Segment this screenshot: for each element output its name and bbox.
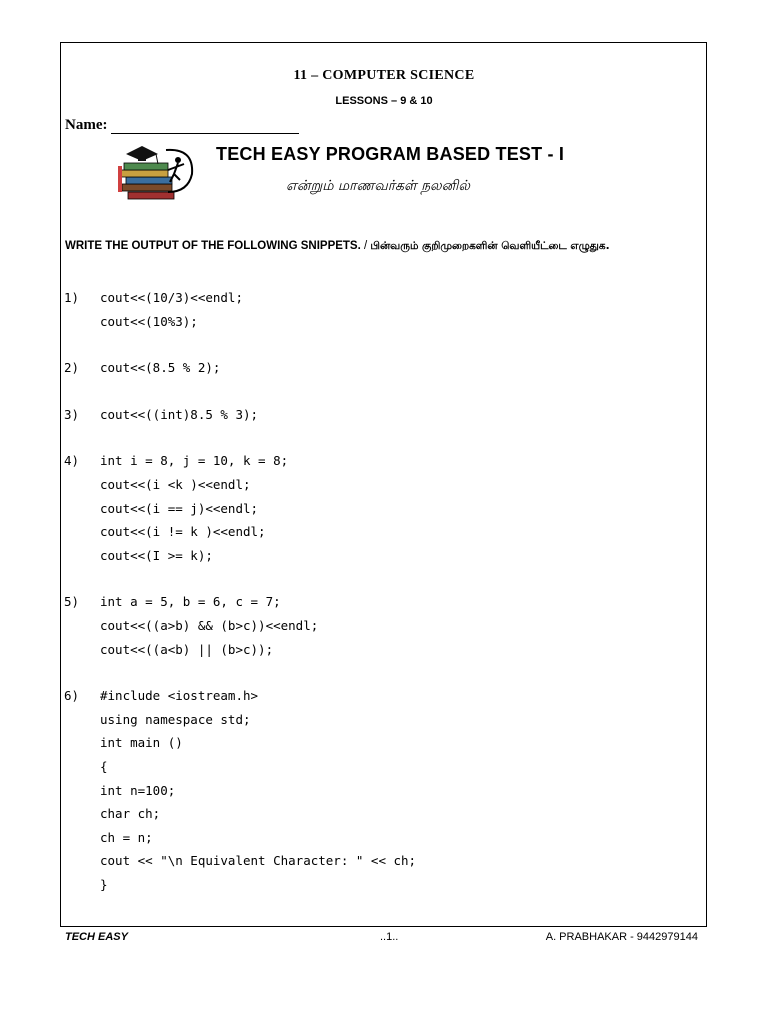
name-blank-line: [111, 119, 299, 134]
code-line: int i = 8, j = 10, k = 8;: [100, 453, 289, 469]
instruction-text: [65, 240, 610, 253]
instruction-separator: /: [360, 240, 371, 252]
lessons-label: LESSONS – 9 & 10: [335, 95, 433, 107]
question-number: 6): [64, 688, 80, 704]
question-item: [64, 286, 416, 333]
question-number: 5): [64, 594, 80, 610]
code-line: cout<<(8.5 % 2);: [100, 360, 221, 376]
code-line: cout<<(i != k )<<endl;: [100, 524, 266, 540]
code-line: {: [100, 758, 108, 774]
question-number: 3): [64, 406, 80, 422]
question-number: 1): [64, 290, 80, 305]
instruction-english: WRITE THE OUTPUT OF THE FOLLOWING SNIPPETS.: [65, 240, 361, 252]
code-line: cout<<(I >= k);: [100, 547, 213, 563]
tamil-subtitle: என்றும் மாணவர்கள் நலனில்: [286, 178, 471, 194]
code-line: cout << "\n Equivalent Character: " << ch;: [100, 853, 417, 869]
course-title: 11 – COMPUTER SCIENCE: [293, 68, 475, 83]
code-line: cout<<((int)8.5 % 3);: [100, 406, 259, 422]
code-line: cout<<(i <k )<<endl;: [100, 476, 251, 492]
code-line: cout<<(10%3);: [100, 313, 198, 329]
code-snippet: [100, 356, 220, 380]
footer-brand: TECH EASY: [65, 931, 128, 943]
code-line: cout<<(10/3)<<endl;: [100, 290, 243, 305]
question-item: [64, 403, 416, 427]
question-list: [64, 286, 416, 919]
code-line: cout<<((a<b) || (b>c));: [100, 641, 274, 657]
page-footer: [0, 931, 768, 947]
name-label: Name:: [65, 117, 108, 133]
code-snippet: [100, 286, 243, 333]
page-number: ..1..: [380, 931, 399, 943]
code-line: ch = n;: [100, 829, 153, 845]
code-line: using namespace std;: [100, 711, 251, 727]
code-snippet: [100, 449, 288, 567]
code-line: char ch;: [100, 806, 161, 822]
instruction-tamil: பின்வரும் குறிமுறைகளின் வெளியீட்டை எழுதுக.: [370, 240, 610, 252]
question-item: [64, 449, 416, 567]
question-item: [64, 684, 416, 896]
question-number: 2): [64, 360, 80, 376]
question-item: [64, 590, 416, 661]
code-snippet: [100, 590, 318, 661]
code-snippet: [100, 684, 416, 896]
question-number: 4): [64, 453, 80, 469]
code-line: int main (): [100, 735, 183, 751]
footer-author: A. PRABHAKAR - 9442979144: [545, 931, 698, 943]
code-snippet: [100, 403, 258, 427]
name-field: [65, 117, 299, 134]
question-item: [64, 356, 416, 380]
code-line: #include <iostream.h>: [100, 688, 259, 704]
code-line: cout<<(i == j)<<endl;: [100, 500, 259, 516]
code-line: int n=100;: [100, 782, 176, 798]
code-line: cout<<((a>b) && (b>c))<<endl;: [100, 617, 319, 633]
books-graduation-logo-icon: [108, 140, 198, 202]
code-line: }: [100, 876, 108, 892]
code-line: int a = 5, b = 6, c = 7;: [100, 594, 281, 610]
test-title: TECH EASY PROGRAM BASED TEST - I: [216, 144, 565, 164]
